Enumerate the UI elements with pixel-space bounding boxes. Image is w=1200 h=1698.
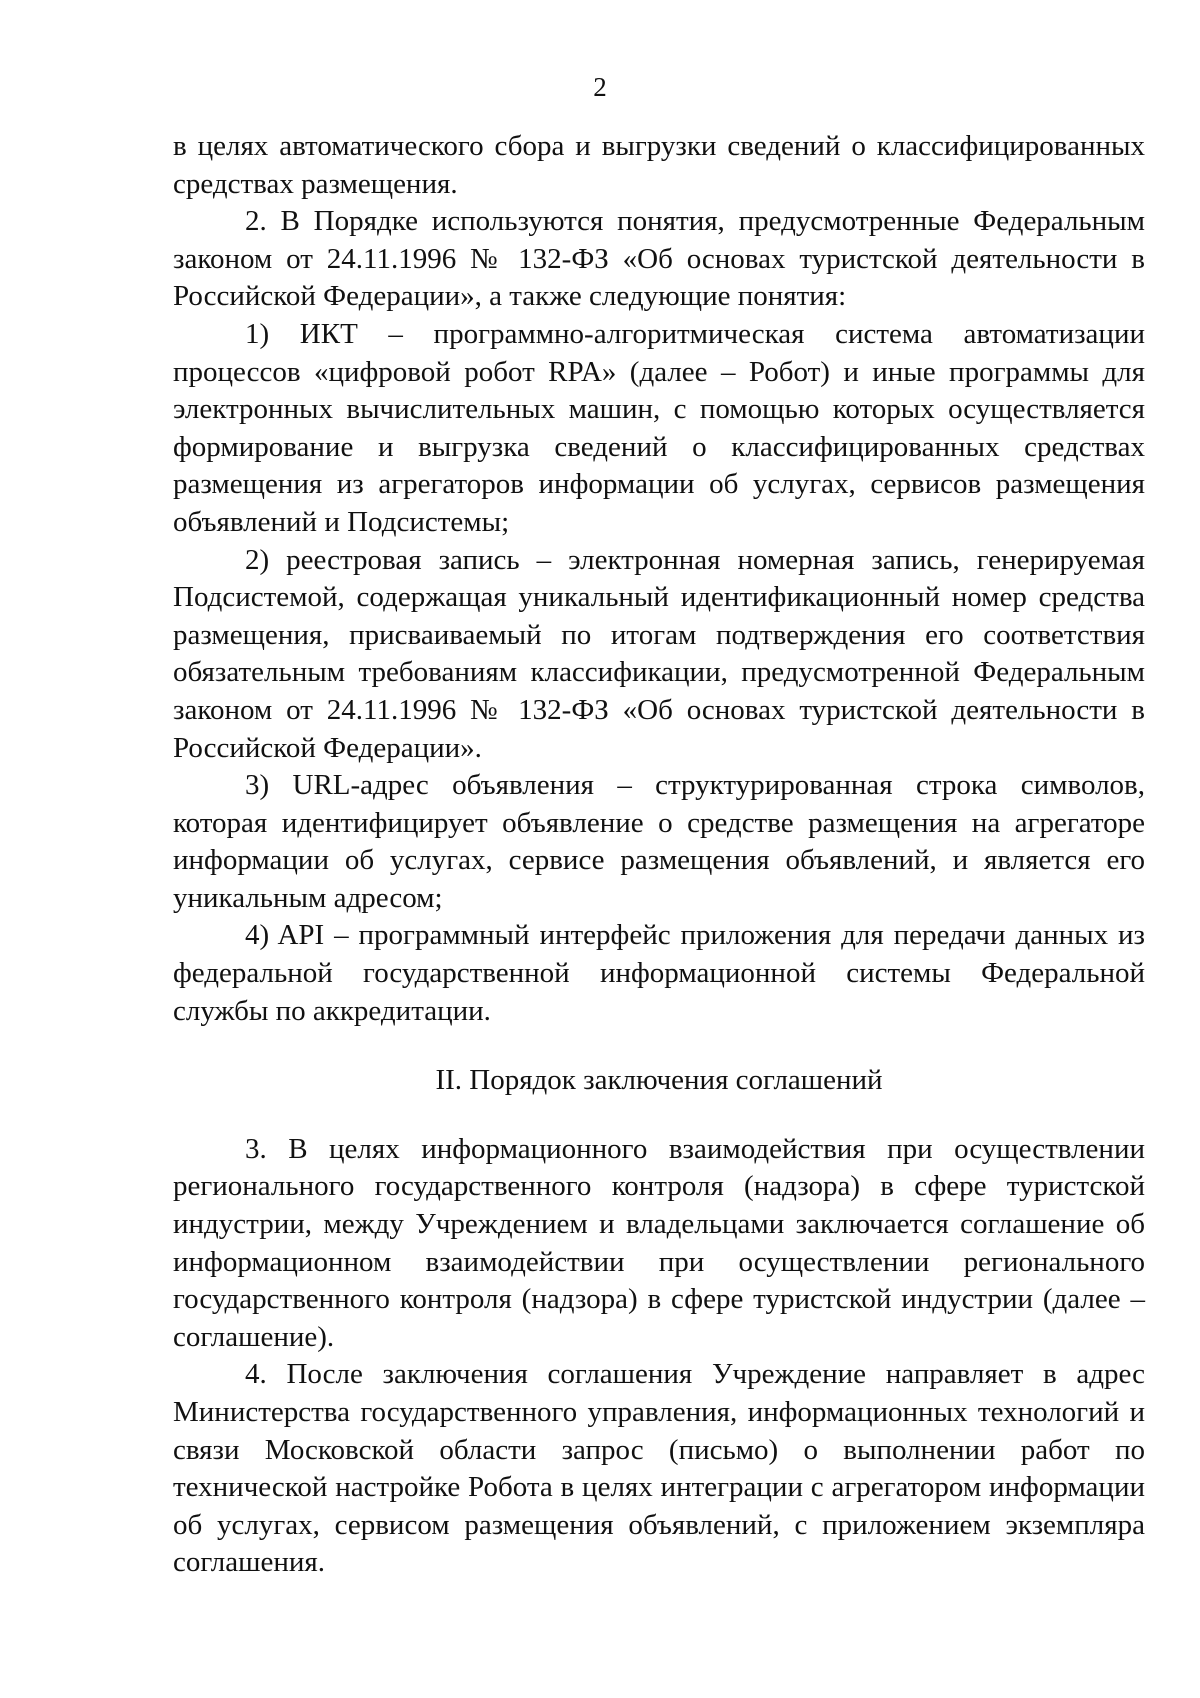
page-number: 2 [593, 72, 607, 102]
paragraph-definition-2: 2) реестровая запись – электронная номерная запись, генерируемая Подсистемой, содержащая уникальный идентификационный номер средства размещения, присваиваемый по итогам подтверждения его соответствия обязательным требованиям классификации, предусмотренной Федеральным законом от 24.11.1996 № 132-ФЗ «Об основах туристской деятельности в Российской Федерации». [173, 543, 1145, 764]
paragraph-definition-1: 1) ИКТ – программно-алгоритмическая система автоматизации процессов «цифровой робот RPA» (далее – Робот) и иные программы для электронных вычислительных машин, с помощью которых осуществляется формирование и выгрузка сведений о классифицированных средствах размещения из агрегаторов информации об услугах, сервисов размещения объявлений и Подсистемы; [173, 317, 1145, 538]
paragraph-clause-4: 4. После заключения соглашения Учреждение направляет в адрес Министерства государственного управления, информационных технологий и связи Московской области запрос (письмо) о выполнении работ по технической настройке Робота в целях интеграции с агрегатором информации об услугах, сервисом размещения объявлений, с приложением экземпляра соглашения. [173, 1358, 1145, 1579]
section-title: II. Порядок заключения соглашений [435, 1064, 883, 1097]
paragraph-definition-4: 4) API – программный интерфейс приложения для передачи данных из федеральной государственной информационной системы Федеральной службы по аккредитации. [173, 919, 1145, 1027]
paragraph-clause-2: 2. В Порядке используются понятия, предусмотренные Федеральным законом от 24.11.1996 № 132-ФЗ «Об основах туристской деятельности в Российской Федерации», а также следующие понятия: [173, 205, 1145, 313]
document-body [173, 128, 1145, 1582]
paragraph-clause-3: 3. В целях информационного взаимодействия при осуществлении регионального государственного контроля (надзора) в сфере туристской индустрии, между Учреждением и владельцами заключается соглашение об информационном взаимодействии при осуществлении регионального государственного контроля (надзора) в сфере туристской индустрии (далее – соглашение). [173, 1132, 1145, 1353]
paragraph-definition-3: 3) URL-адрес объявления – структурированная строка символов, которая идентифицирует объявление о средстве размещения на агрегаторе информации об услугах, сервисе размещения объявлений, и является его уникальным адресом; [173, 769, 1145, 914]
paragraph-continuation: в целях автоматического сбора и выгрузки сведений о классифицированных средствах размещения. [173, 130, 1145, 200]
